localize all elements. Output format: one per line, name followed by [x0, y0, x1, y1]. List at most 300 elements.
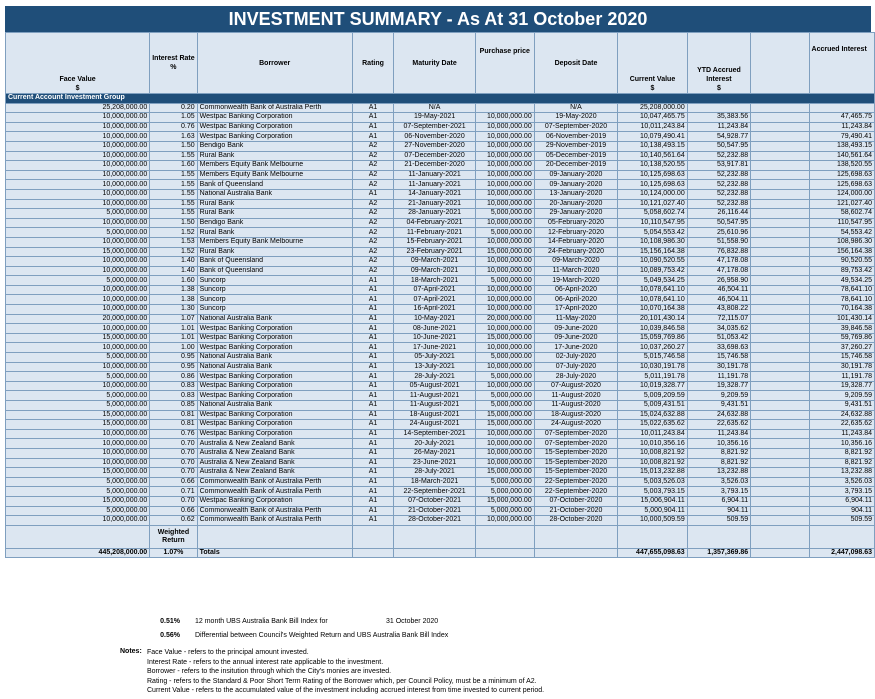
table-cell: Westpac Banking Corporation — [197, 333, 352, 343]
table-cell: 15,024,632.88 — [618, 410, 688, 420]
table-cell: 19,328.77 — [809, 381, 874, 391]
col-ytd-accrued: YTD Accrued Interest $ — [687, 33, 750, 94]
table-cell: 33,698.63 — [687, 343, 750, 353]
table-cell: A2 — [352, 170, 394, 180]
table-cell — [751, 343, 809, 353]
table-cell: 54,553.42 — [809, 228, 874, 238]
note-item: Rating - refers to the Standard & Poor Short Term Rating of the Borrower which, per Council Policy, must be a minimum of A2. — [147, 677, 537, 685]
table-cell: 20-December-2019 — [534, 161, 618, 171]
col-interest-rate: Interest Rate % — [150, 33, 197, 94]
table-cell: 10,000,000.00 — [6, 381, 150, 391]
table-cell: A1 — [352, 122, 394, 132]
table-cell: 10,070,164.38 — [618, 305, 688, 315]
table-cell: A1 — [352, 477, 394, 487]
table-cell: 10,000,000.00 — [6, 122, 150, 132]
table-cell: 10,000,000.00 — [475, 429, 534, 439]
table-row — [6, 161, 875, 171]
table-cell: 15,000,000.00 — [475, 496, 534, 506]
table-cell — [751, 170, 809, 180]
table-cell — [751, 420, 809, 430]
table-cell: A1 — [352, 516, 394, 526]
table-cell: 125,698.63 — [809, 180, 874, 190]
table-cell: 0.81 — [150, 410, 197, 420]
table-cell: 14-February-2020 — [534, 237, 618, 247]
table-cell: 124,000.00 — [809, 189, 874, 199]
bbsw-text: 12 month UBS Australia Bank Bill Index for — [195, 618, 328, 625]
table-cell — [751, 458, 809, 468]
table-cell — [475, 548, 534, 558]
col-deposit-date: Deposit Date — [534, 33, 618, 94]
table-cell: 10,010,356.16 — [618, 439, 688, 449]
table-cell: 1.52 — [150, 247, 197, 257]
table-cell: 39,846.58 — [809, 324, 874, 334]
table-row — [6, 276, 875, 286]
table-cell: 5,000,000.00 — [475, 228, 534, 238]
table-cell: Westpac Banking Corporation — [197, 381, 352, 391]
col-accrued-interest: Accrued Interest — [809, 33, 874, 94]
table-cell: A1 — [352, 410, 394, 420]
table-cell: Members Equity Bank Melbourne — [197, 161, 352, 171]
bbsw-value: 0.51% — [160, 618, 180, 625]
table-cell: Suncorp — [197, 276, 352, 286]
table-cell: A1 — [352, 103, 394, 113]
table-cell: 17-June-2021 — [394, 343, 476, 353]
table-cell: 5,015,746.58 — [618, 353, 688, 363]
table-cell: 110,547.95 — [809, 218, 874, 228]
table-cell: 1.50 — [150, 218, 197, 228]
table-cell: 22-September-2021 — [394, 487, 476, 497]
table-cell: 28-October-2021 — [394, 516, 476, 526]
table-cell: 10,037,260.27 — [618, 343, 688, 353]
table-cell: 5,003,526.03 — [618, 477, 688, 487]
table-cell: 29-November-2019 — [534, 141, 618, 151]
table-cell: 21-October-2020 — [534, 506, 618, 516]
table-cell — [751, 199, 809, 209]
table-cell: 10,030,191.78 — [618, 362, 688, 372]
table-cell: 11,243.84 — [687, 122, 750, 132]
table-cell: 509.59 — [809, 516, 874, 526]
table-cell: Rural Bank — [197, 247, 352, 257]
table-cell: A2 — [352, 218, 394, 228]
table-cell: 10,356.16 — [809, 439, 874, 449]
table-cell: 0.70 — [150, 458, 197, 468]
table-cell: 49,534.25 — [809, 276, 874, 286]
table-cell: 06-April-2020 — [534, 285, 618, 295]
table-cell: 10,000,000.00 — [6, 257, 150, 267]
table-row — [6, 391, 875, 401]
table-cell: Westpac Banking Corporation — [197, 132, 352, 142]
table-cell: 89,753.42 — [809, 266, 874, 276]
table-cell: 25,208,000.00 — [618, 103, 688, 113]
table-cell: 6,904.11 — [687, 496, 750, 506]
table-cell: 10,121,027.40 — [618, 199, 688, 209]
table-cell: 08-June-2021 — [394, 324, 476, 334]
table-cell: 10,000,000.00 — [6, 516, 150, 526]
table-row — [6, 257, 875, 267]
table-cell: A1 — [352, 343, 394, 353]
table-row — [6, 401, 875, 411]
table-cell: 11,191.78 — [809, 372, 874, 382]
table-cell: 10,000,000.00 — [6, 429, 150, 439]
table-cell — [687, 103, 750, 113]
table-cell: A1 — [352, 189, 394, 199]
table-cell — [751, 429, 809, 439]
table-row — [6, 324, 875, 334]
table-cell: Westpac Banking Corporation — [197, 122, 352, 132]
table-cell: A2 — [352, 151, 394, 161]
table-cell: Bank of Queensland — [197, 266, 352, 276]
table-cell: 20,000,000.00 — [6, 314, 150, 324]
table-cell — [751, 132, 809, 142]
table-cell — [618, 525, 688, 548]
table-cell: 0.86 — [150, 372, 197, 382]
table-cell: 50,547.95 — [687, 141, 750, 151]
table-cell: 0.20 — [150, 103, 197, 113]
table-cell: 18-March-2021 — [394, 477, 476, 487]
notes-label: Notes: — [120, 648, 142, 655]
table-cell: 10,110,547.95 — [618, 218, 688, 228]
table-cell — [6, 525, 150, 548]
table-cell: 12-February-2020 — [534, 228, 618, 238]
table-cell: 10,000,000.00 — [6, 237, 150, 247]
table-cell — [751, 468, 809, 478]
table-cell: 04-February-2021 — [394, 218, 476, 228]
table-cell: 0.66 — [150, 477, 197, 487]
table-cell: 10,000,000.00 — [475, 295, 534, 305]
table-cell: 09-January-2020 — [534, 180, 618, 190]
table-cell: 10,008,821.92 — [618, 458, 688, 468]
total-rate: 1.07% — [150, 548, 197, 558]
table-cell: 11,191.78 — [687, 372, 750, 382]
table-cell: 10,000,000.00 — [6, 161, 150, 171]
table-cell: 11,243.84 — [687, 429, 750, 439]
table-cell: 10,000,000.00 — [475, 381, 534, 391]
table-cell: Bendigo Bank — [197, 141, 352, 151]
table-cell: Westpac Banking Corporation — [197, 420, 352, 430]
table-cell: 0.83 — [150, 391, 197, 401]
table-cell: 02-July-2020 — [534, 353, 618, 363]
table-cell — [534, 548, 618, 558]
table-row — [6, 487, 875, 497]
table-row — [6, 353, 875, 363]
table-cell: 05-December-2019 — [534, 151, 618, 161]
table-cell: 10,000,000.00 — [6, 199, 150, 209]
table-row — [6, 141, 875, 151]
table-cell: 10,000,000.00 — [6, 113, 150, 123]
table-cell: 15,000,000.00 — [6, 468, 150, 478]
table-cell: 9,431.51 — [687, 401, 750, 411]
table-cell: 51,053.42 — [687, 333, 750, 343]
col-face-value: Face Value $ — [6, 33, 150, 94]
table-row — [6, 237, 875, 247]
table-cell: 11-January-2021 — [394, 170, 476, 180]
table-cell: 11-August-2020 — [534, 401, 618, 411]
table-cell: Commonwealth Bank of Australia Perth — [197, 103, 352, 113]
table-cell: 5,000,904.11 — [618, 506, 688, 516]
table-cell — [751, 295, 809, 305]
table-cell: Australia & New Zealand Bank — [197, 439, 352, 449]
table-cell: 09-June-2020 — [534, 333, 618, 343]
table-cell — [751, 362, 809, 372]
table-row — [6, 372, 875, 382]
table-cell: 22-September-2020 — [534, 487, 618, 497]
table-row — [6, 122, 875, 132]
table-cell: 10,000,000.00 — [475, 132, 534, 142]
table-cell: 5,009,209.59 — [618, 391, 688, 401]
table-cell: 11-February-2021 — [394, 228, 476, 238]
table-cell — [751, 113, 809, 123]
table-cell: 10,000,000.00 — [475, 362, 534, 372]
table-cell — [352, 525, 394, 548]
table-cell: 5,000,000.00 — [6, 228, 150, 238]
table-cell: A1 — [352, 468, 394, 478]
table-cell: 10,000,000.00 — [6, 439, 150, 449]
table-cell: 0.95 — [150, 362, 197, 372]
table-cell: 15,000,000.00 — [6, 496, 150, 506]
table-cell: 3,526.03 — [809, 477, 874, 487]
table-cell: 52,232.88 — [687, 170, 750, 180]
table-cell: 18-March-2021 — [394, 276, 476, 286]
table-cell — [475, 103, 534, 113]
table-cell: 15,000,000.00 — [475, 410, 534, 420]
table-cell: 10,000,000.00 — [475, 180, 534, 190]
table-cell — [751, 314, 809, 324]
table-cell: A2 — [352, 161, 394, 171]
table-cell: 25,610.96 — [687, 228, 750, 238]
table-cell: 10,000,000.00 — [6, 295, 150, 305]
table-cell: A2 — [352, 228, 394, 238]
table-cell: Australia & New Zealand Bank — [197, 448, 352, 458]
table-cell: 10,047,465.75 — [618, 113, 688, 123]
table-cell — [751, 324, 809, 334]
table-cell: 15,059,769.86 — [618, 333, 688, 343]
table-cell: 43,808.22 — [687, 305, 750, 315]
table-cell: 1.52 — [150, 228, 197, 238]
table-cell — [687, 525, 750, 548]
table-cell: A1 — [352, 305, 394, 315]
table-cell: 0.66 — [150, 506, 197, 516]
table-cell: 15,006,904.11 — [618, 496, 688, 506]
note-item: Current Value - refers to the accumulated value of the investment including accrued interest from time invested to current period. — [147, 687, 545, 695]
table-row — [6, 381, 875, 391]
col-spacer — [751, 33, 809, 94]
table-cell: 10,000,000.00 — [475, 189, 534, 199]
table-cell: 10,000,000.00 — [6, 305, 150, 315]
table-cell: 5,011,191.78 — [618, 372, 688, 382]
table-row — [6, 496, 875, 506]
totals-label: Totals — [197, 548, 352, 558]
table-cell: A1 — [352, 353, 394, 363]
table-cell: 15-September-2020 — [534, 458, 618, 468]
table-cell — [197, 525, 352, 548]
table-cell: 10-May-2021 — [394, 314, 476, 324]
table-cell: 5,000,000.00 — [6, 487, 150, 497]
table-cell: 1.55 — [150, 151, 197, 161]
table-cell: 0.81 — [150, 420, 197, 430]
table-cell: 47,465.75 — [809, 113, 874, 123]
table-cell: 10,000,000.00 — [475, 218, 534, 228]
table-cell: 10,000,000.00 — [475, 266, 534, 276]
note-item: Interest Rate - refers to the annual interest rate applicable to the investment. — [147, 658, 384, 666]
table-cell: 76,832.88 — [687, 247, 750, 257]
table-cell: A1 — [352, 132, 394, 142]
table-cell: 10,000,000.00 — [6, 458, 150, 468]
table-cell: 07-September-2021 — [394, 122, 476, 132]
table-cell: A1 — [352, 439, 394, 449]
table-cell — [751, 180, 809, 190]
table-cell: 20,000,000.00 — [475, 314, 534, 324]
table-cell — [751, 285, 809, 295]
table-cell: 34,035.62 — [687, 324, 750, 334]
table-cell: 11-January-2021 — [394, 180, 476, 190]
table-cell: 1.30 — [150, 305, 197, 315]
table-cell: 11,243.84 — [809, 429, 874, 439]
table-cell: Rural Bank — [197, 199, 352, 209]
table-cell: 10,079,490.41 — [618, 132, 688, 142]
table-cell: 47,178.08 — [687, 266, 750, 276]
table-cell: 07-July-2020 — [534, 362, 618, 372]
table-cell: 10,108,986.30 — [618, 237, 688, 247]
table-cell: 50,547.95 — [687, 218, 750, 228]
table-row — [6, 247, 875, 257]
table-cell: 13-July-2021 — [394, 362, 476, 372]
table-cell: Rural Bank — [197, 151, 352, 161]
table-cell: 10,000,509.59 — [618, 516, 688, 526]
table-cell: 28-January-2021 — [394, 209, 476, 219]
table-cell: 35,383.56 — [687, 113, 750, 123]
table-cell: 11-August-2021 — [394, 401, 476, 411]
table-cell: 24-August-2020 — [534, 420, 618, 430]
table-cell: Westpac Banking Corporation — [197, 324, 352, 334]
table-cell: 10,089,753.42 — [618, 266, 688, 276]
table-cell: 0.85 — [150, 401, 197, 411]
table-cell: 10,140,561.64 — [618, 151, 688, 161]
table-cell: 70,164.38 — [809, 305, 874, 315]
table-cell: Commonwealth Bank of Australia Perth — [197, 506, 352, 516]
table-cell: 16-April-2021 — [394, 305, 476, 315]
table-cell: A1 — [352, 506, 394, 516]
table-cell: Rural Bank — [197, 228, 352, 238]
table-row — [6, 458, 875, 468]
table-cell: 28-July-2020 — [534, 372, 618, 382]
weighted-return-label: Weighted Return — [150, 525, 197, 548]
table-cell: A2 — [352, 237, 394, 247]
table-cell: 52,232.88 — [687, 199, 750, 209]
table-cell: 10,000,000.00 — [6, 151, 150, 161]
table-cell: 24,632.88 — [809, 410, 874, 420]
table-cell: Suncorp — [197, 295, 352, 305]
table-cell: 19,328.77 — [687, 381, 750, 391]
table-cell — [751, 266, 809, 276]
table-cell — [751, 487, 809, 497]
table-cell — [751, 151, 809, 161]
header-row — [6, 33, 875, 94]
table-cell: 09-June-2020 — [534, 324, 618, 334]
table-cell: 9,431.51 — [809, 401, 874, 411]
table-cell: A2 — [352, 199, 394, 209]
table-row — [6, 170, 875, 180]
table-cell — [751, 276, 809, 286]
table-cell: 10,000,000.00 — [6, 141, 150, 151]
table-row — [6, 103, 875, 113]
table-cell — [751, 401, 809, 411]
table-cell — [534, 525, 618, 548]
table-cell: A1 — [352, 420, 394, 430]
table-cell: 0.62 — [150, 516, 197, 526]
table-cell: 78,641.10 — [809, 295, 874, 305]
note-item: Face Value - refers to the principal amount invested. — [147, 649, 309, 656]
table-cell: Australia & New Zealand Bank — [197, 458, 352, 468]
table-cell: A1 — [352, 362, 394, 372]
table-cell: 140,561.64 — [809, 151, 874, 161]
table-cell: 17-June-2020 — [534, 343, 618, 353]
table-cell: 1.38 — [150, 295, 197, 305]
table-cell: 26,958.90 — [687, 276, 750, 286]
table-cell: 5,000,000.00 — [475, 276, 534, 286]
table-cell: 5,000,000.00 — [6, 506, 150, 516]
table-cell: Rural Bank — [197, 209, 352, 219]
table-cell: 10,000,000.00 — [475, 113, 534, 123]
table-row — [6, 218, 875, 228]
table-cell: 28-July-2021 — [394, 372, 476, 382]
table-cell: A1 — [352, 458, 394, 468]
weighted-return-row — [6, 525, 875, 548]
table-cell: 1.60 — [150, 276, 197, 286]
table-cell: 18-August-2021 — [394, 410, 476, 420]
table-cell: 15,000,000.00 — [6, 410, 150, 420]
table-cell: 15-September-2020 — [534, 448, 618, 458]
table-cell: 79,490.41 — [809, 132, 874, 142]
table-cell: 509.59 — [687, 516, 750, 526]
table-cell: 5,054,553.42 — [618, 228, 688, 238]
table-cell: National Australia Bank — [197, 189, 352, 199]
table-cell: 0.71 — [150, 487, 197, 497]
table-cell: 101,430.14 — [809, 314, 874, 324]
table-cell: 5,009,431.51 — [618, 401, 688, 411]
table-cell: 10,019,328.77 — [618, 381, 688, 391]
table-cell: Westpac Banking Corporation — [197, 343, 352, 353]
table-row — [6, 439, 875, 449]
table-cell: 06-November-2019 — [534, 132, 618, 142]
table-cell: 10,000,000.00 — [475, 237, 534, 247]
table-cell: Westpac Banking Corporation — [197, 496, 352, 506]
table-cell: 52,232.88 — [687, 189, 750, 199]
col-maturity-date: Maturity Date — [394, 33, 476, 94]
table-cell: 19-March-2020 — [534, 276, 618, 286]
table-cell: 0.70 — [150, 439, 197, 449]
table-cell: 125,698.63 — [809, 170, 874, 180]
table-row — [6, 180, 875, 190]
table-cell — [751, 209, 809, 219]
table-cell: 1.55 — [150, 199, 197, 209]
table-cell — [475, 525, 534, 548]
table-cell: 10,000,000.00 — [6, 218, 150, 228]
table-cell: 23-June-2021 — [394, 458, 476, 468]
table-cell: 15,000,000.00 — [475, 468, 534, 478]
table-cell: A2 — [352, 247, 394, 257]
table-cell: 20-July-2021 — [394, 439, 476, 449]
table-cell: 3,526.03 — [687, 477, 750, 487]
table-cell: 19-May-2020 — [534, 113, 618, 123]
table-cell: 5,000,000.00 — [6, 353, 150, 363]
page-title: INVESTMENT SUMMARY - As At 31 October 2020 — [5, 6, 871, 32]
table-cell: A1 — [352, 295, 394, 305]
table-cell: Suncorp — [197, 305, 352, 315]
table-cell: 1.55 — [150, 209, 197, 219]
table-row — [6, 151, 875, 161]
table-cell: Bendigo Bank — [197, 218, 352, 228]
table-row — [6, 420, 875, 430]
